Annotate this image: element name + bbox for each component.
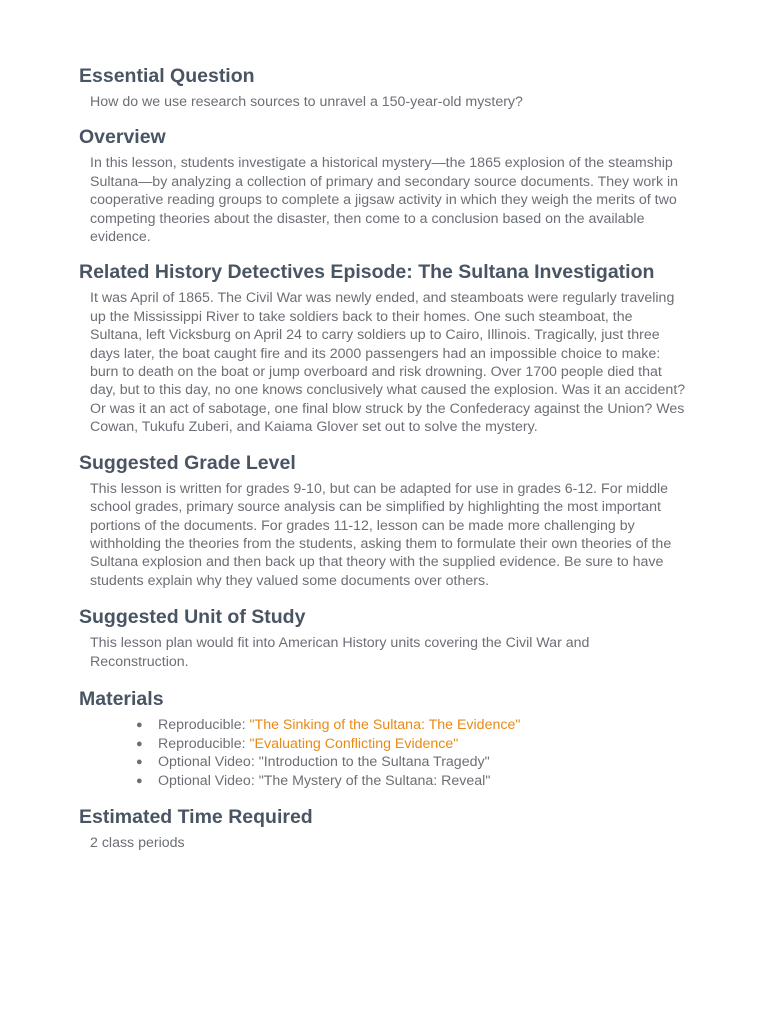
materials-section [79, 687, 689, 790]
episode-heading: Related History Detectives Episode: The Sultana Investigation [79, 261, 655, 284]
unit-of-study-section [79, 605, 689, 671]
bullet-icon: ● [136, 718, 143, 731]
materials-list [79, 716, 689, 790]
bullet-icon: ● [136, 774, 143, 787]
essential-question-text: How do we use research sources to unravel a 150-year-old mystery? [90, 94, 523, 110]
unit-of-study-heading: Suggested Unit of Study [79, 606, 306, 629]
bullet-icon: ● [136, 737, 143, 750]
overview-heading: Overview [79, 126, 166, 149]
bullet-icon: ● [136, 756, 143, 769]
essential-question-heading: Essential Question [79, 65, 255, 87]
material-text: Optional Video: "The Mystery of the Sultana: Reveal" [158, 772, 491, 789]
essential-question-section [79, 64, 689, 111]
overview-text: In this lesson, students investigate a historical mystery—the 1865 explosion of the steamship Sultana—by analyzing a collection of primary and secondary source documents. They work in cooperative reading groups to complete a jigsaw activity in which they weigh the merits of two competing theories about the disaster, then come to a conclusion based on the available evidence. [90, 155, 679, 246]
conflicting-evidence-link[interactable]: "Evaluating Conflicting Evidence" [249, 735, 459, 752]
episode-text: It was April of 1865. The Civil War was newly ended, and steamboats were regularly traveling up the Mississippi River to take soldiers back to their homes. One such steamboat, the Sultana, left Vicksburg on April 24 to carry soldiers up to Cairo, Illinois. Tragically, just three days later, the boat caught fire and its 2000 passengers had an impossible choice to make: burn to death on the boat or jump overboard and risk drowning. Over 1700 people died that day, but to this day, no one knows conclusively what caused the explosion. Was it an accident? Or was it an act of sabotage, one final blow struck by the Confederacy against the Union? Wes Cowan, Tukufu Zuberi, and Kaiama Glover set out to solve the mystery. [90, 290, 686, 436]
list-item [136, 735, 689, 754]
overview-section [79, 125, 689, 246]
episode-section [79, 260, 689, 436]
material-prefix: Reproducible: [158, 716, 250, 733]
time-required-section [79, 805, 689, 852]
materials-heading: Materials [79, 687, 164, 710]
material-prefix: Reproducible: [158, 735, 250, 752]
list-item [136, 772, 689, 791]
unit-of-study-text: This lesson plan would fit into American History units covering the Civil War and Reconstruction. [90, 635, 590, 670]
time-required-heading: Estimated Time Required [79, 806, 313, 829]
list-item [136, 716, 689, 735]
grade-level-text: This lesson is written for grades 9-10, but can be adapted for use in grades 6-12. For middle school grades, primary source analysis can be simplified by highlighting the most important portions of the documents. For grades 11-12, lesson can be made more challenging by withholding the theories from the students, asking them to formulate their own theories of the Sultana explosion and then back up that theory with the supplied evidence. Be sure to have students explain why they valued some documents over others. [90, 480, 672, 589]
material-text: Optional Video: "Introduction to the Sultana Tragedy" [158, 754, 490, 771]
grade-level-heading: Suggested Grade Level [79, 451, 296, 474]
sinking-evidence-link[interactable]: "The Sinking of the Sultana: The Evidence" [249, 716, 521, 733]
grade-level-section [79, 451, 689, 590]
time-required-text: 2 class periods [90, 835, 185, 852]
lesson-plan-page [79, 64, 689, 853]
list-item [136, 753, 689, 772]
